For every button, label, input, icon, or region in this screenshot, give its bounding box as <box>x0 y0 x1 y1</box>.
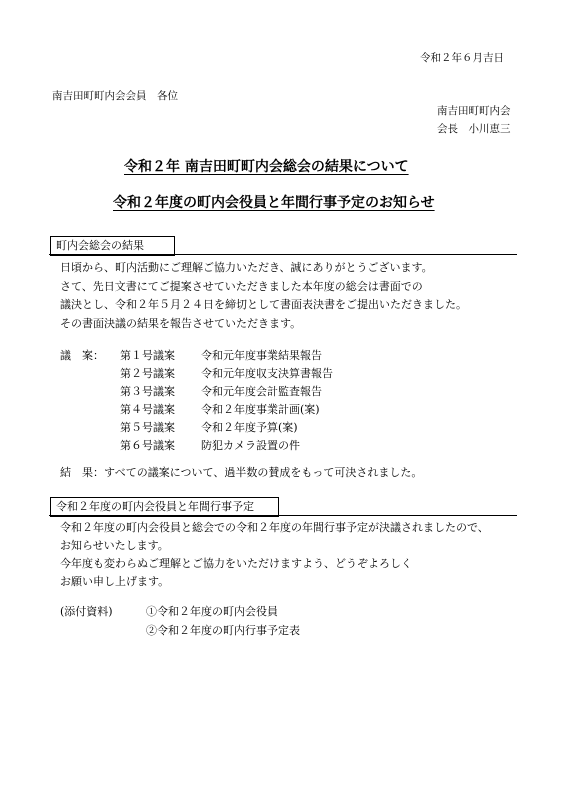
motion-title: 令和２年度事業計画(案) <box>201 403 320 416</box>
vote-result: 結 果：すべての議案について、過半数の賛成をもって可決されました。 <box>60 466 423 479</box>
paragraph-line: お知らせいたします。 <box>60 539 169 552</box>
attachment-item: ①令和２年度の町内会役員 <box>146 605 278 618</box>
issue-date: 令和２年６月吉日 <box>420 52 504 64</box>
section-divider <box>49 515 517 516</box>
sender-name: 会長 小川恵三 <box>437 123 511 135</box>
section-divider <box>49 254 517 255</box>
motion-title: 令和元年度会計監査報告 <box>201 385 322 398</box>
addressee: 南吉田町町内会会員 各位 <box>52 90 178 102</box>
section-heading-meeting-result: 町内会総会の結果 <box>50 236 175 256</box>
motion-title: 防犯カメラ設置の件 <box>201 439 300 452</box>
motion-title: 令和２年度予算(案) <box>201 421 298 434</box>
paragraph-line: 今年度も変わらぬご理解とご協力をいただけますよう、どうぞよろしく <box>60 557 412 570</box>
motion-number: 第１号議案 <box>120 349 175 362</box>
motion-number: 第４号議案 <box>120 403 175 416</box>
paragraph-line: 日頃から、町内活動にご理解ご協力いただき、誠にありがとうございます。 <box>60 261 433 274</box>
paragraph-line: 議決とし、令和２年５月２４日を締切として書面表決書をご提出いただきました。 <box>60 298 467 311</box>
attachment-item: ②令和２年度の町内行事予定表 <box>146 624 300 637</box>
motion-number: 第２号議案 <box>120 367 175 380</box>
motion-number: 第３号議案 <box>120 385 175 398</box>
motion-number: 第５号議案 <box>120 421 175 434</box>
document-title: 令和２年 南吉田町町内会総会の結果について <box>124 159 409 175</box>
sender-organization: 南吉田町町内会 <box>437 105 511 117</box>
paragraph-line: その書面決議の結果を報告させていただきます。 <box>60 317 302 330</box>
motion-title: 令和元年度事業結果報告 <box>201 349 322 362</box>
document-subtitle: 令和２年度の町内会役員と年間行事予定のお知らせ <box>113 195 435 211</box>
attachments-label: (添付資料) <box>60 605 113 618</box>
motions-label: 議 案： <box>60 349 104 362</box>
section-heading-officers-schedule: 令和２年度の町内会役員と年間行事予定 <box>50 497 279 517</box>
paragraph-line: 令和２年度の町内会役員と総会での令和２年度の年間行事予定が決議されましたので、 <box>60 521 489 534</box>
motion-number: 第６号議案 <box>120 439 175 452</box>
paragraph-line: お願い申し上げます。 <box>60 575 170 588</box>
motion-title: 令和元年度収支決算書報告 <box>201 367 333 380</box>
paragraph-line: さて、先日文書にてご提案させていただきました本年度の総会は書面での <box>60 280 423 293</box>
